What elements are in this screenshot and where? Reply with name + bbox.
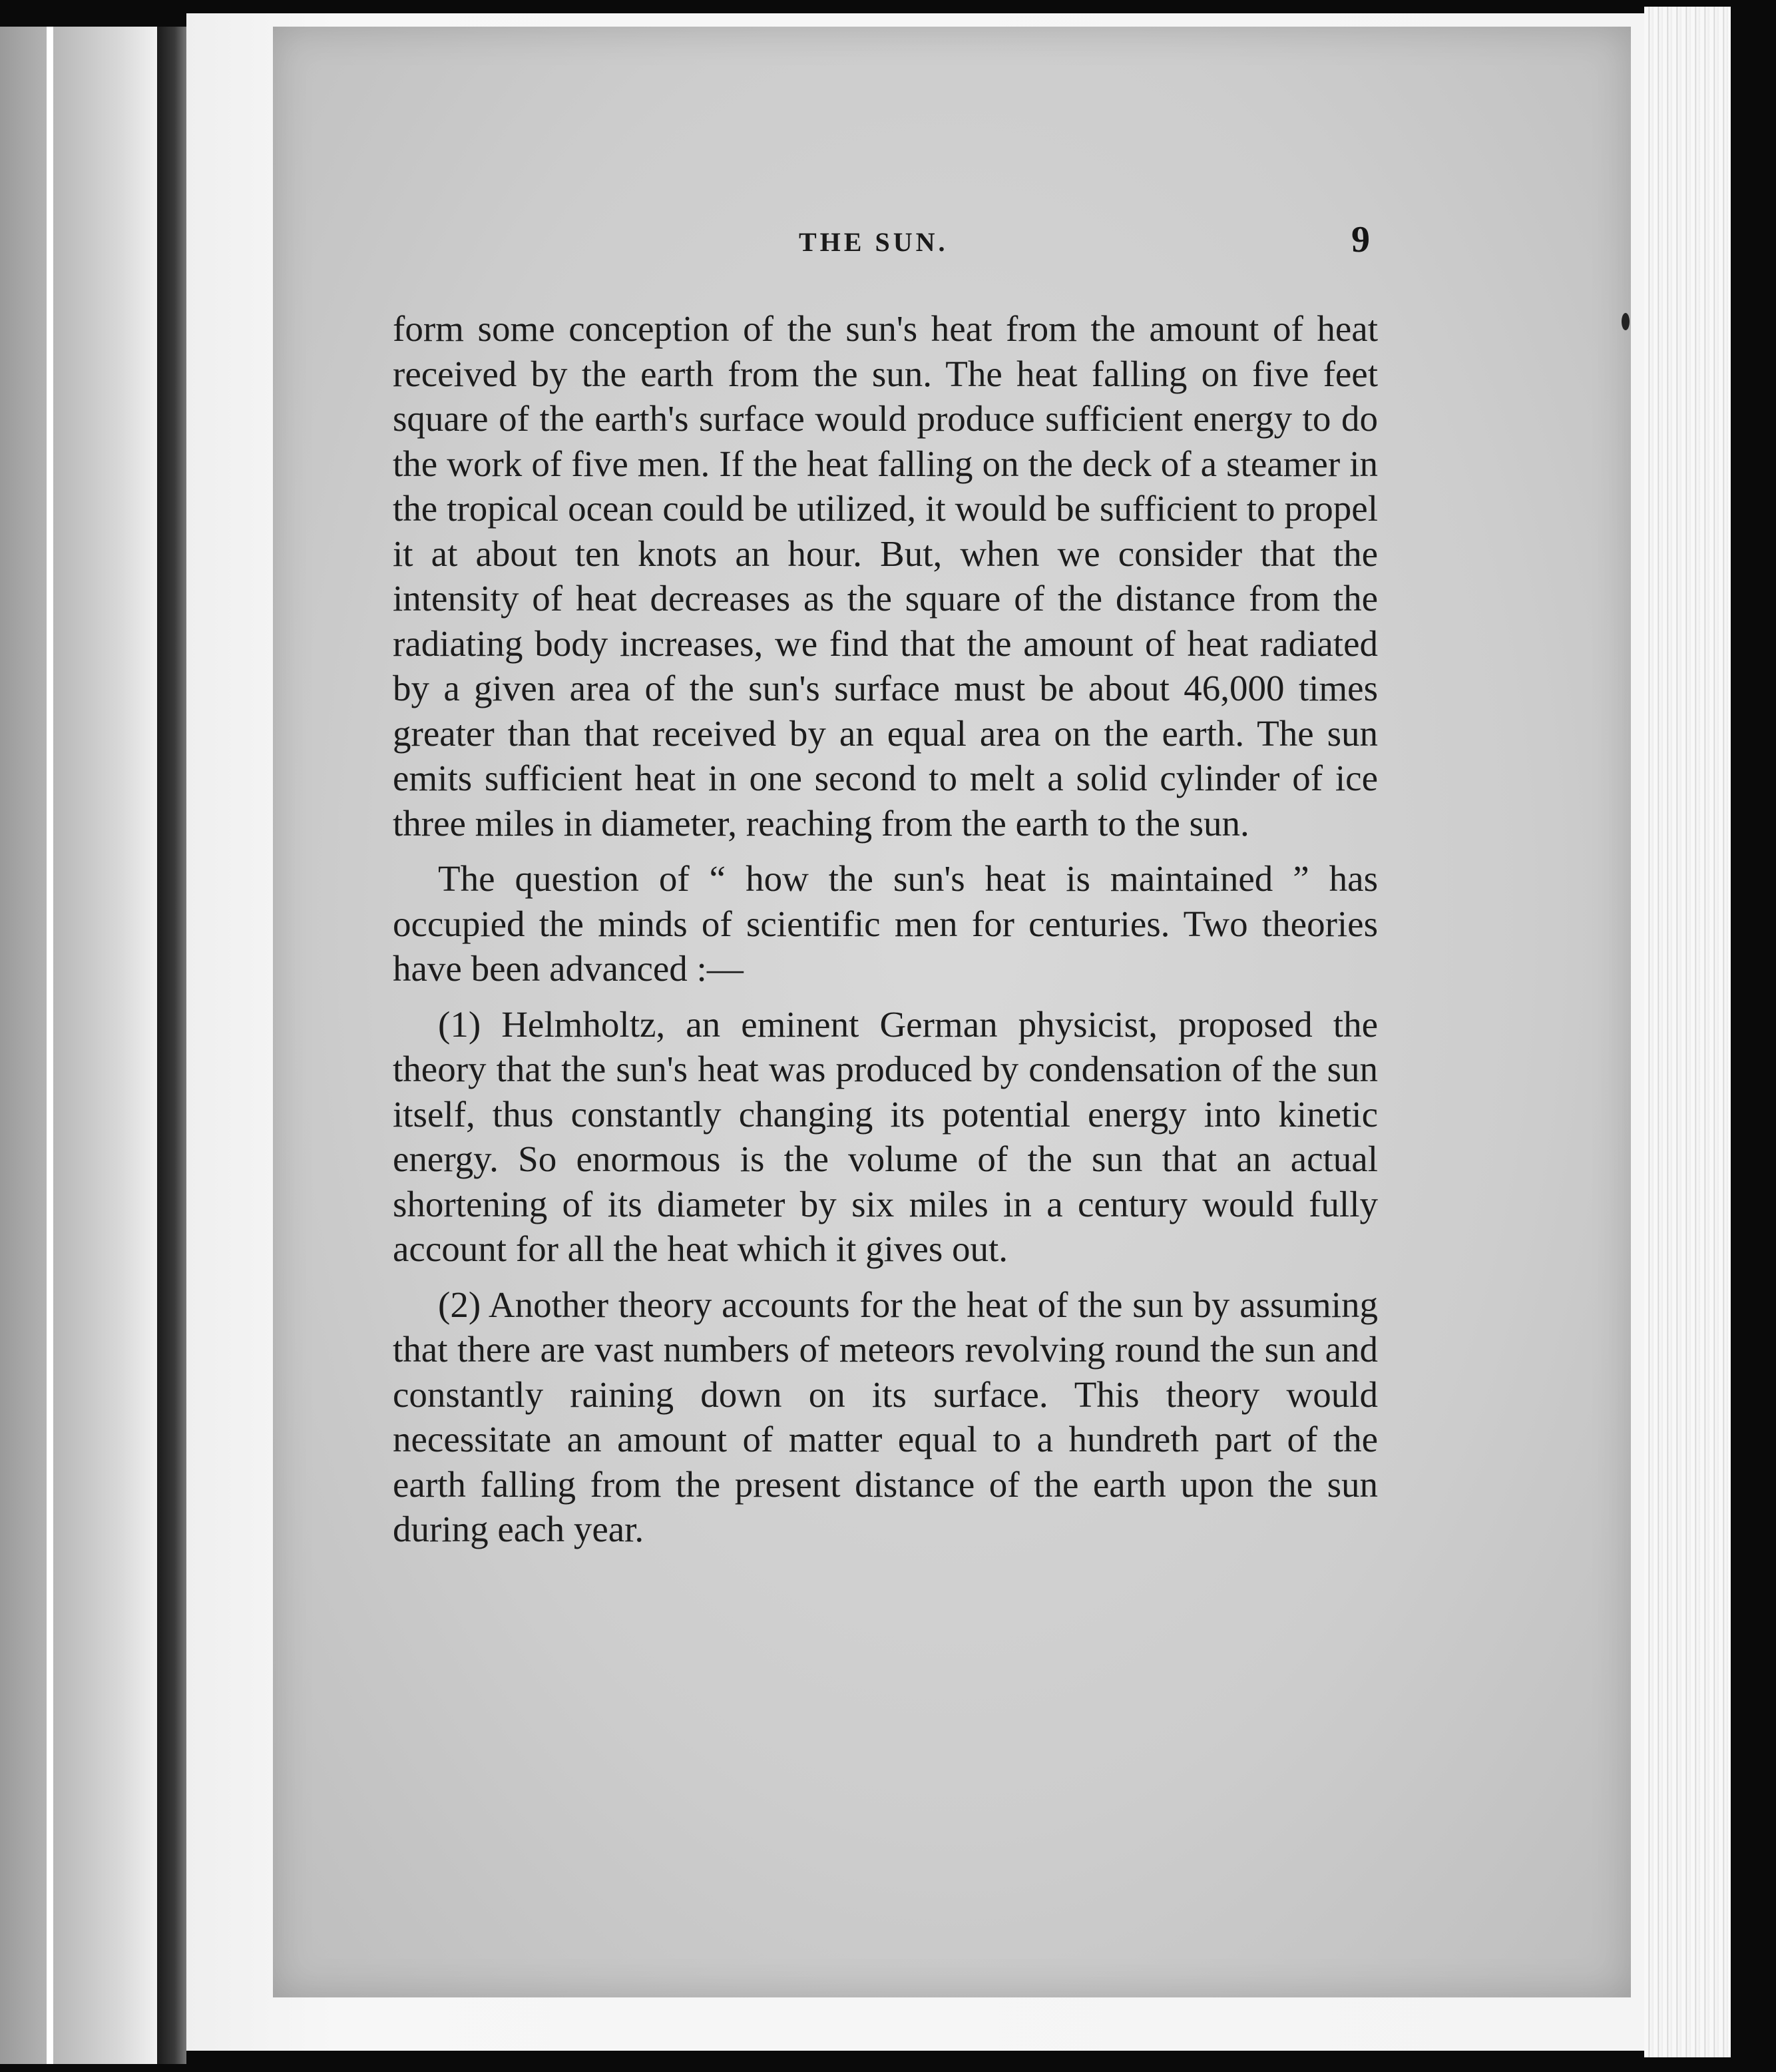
page-body <box>393 306 1378 1552</box>
paragraph-theory-meteors: (2) Another theory accounts for the heat of the sun by assuming that there are vast numbers of meteors revolving round the sun and constantly raining down on its surface. This theory would necessitate an amount of matter equal to a hundreth part of the earth falling from the present distance of the earth upon the sun during each year. <box>393 1284 1378 1549</box>
facing-page-edge <box>0 27 160 2064</box>
facing-page-highlight <box>47 27 53 2064</box>
ink-speck <box>1622 313 1630 330</box>
paragraph-theory-helmholtz: (1) Helmholtz, an eminent German physicist, proposed the theory that the sun's heat was produced by condensation of the sun itself, thus constantly changing its potential energy into kinetic energy. So enormous is the volume of the sun that an actual shortening of its diameter by six miles in a century would fully account for all the heat which it gives out. <box>393 1003 1378 1269</box>
book-gutter <box>157 27 186 2064</box>
paragraph-question: The question of “ how the sun's heat is maintained ” has occupied the minds of scientific men for centuries. Two theories have been advanced :— <box>393 858 1378 989</box>
page-number: 9 <box>1351 219 1370 260</box>
running-head: THE SUN. <box>799 227 949 257</box>
paragraph-sun-heat: form some conception of the sun's heat from the amount of heat received by the earth from the sun. The heat falling on five feet square of the earth's surface would produce sufficient energy to do the work of five men. If the heat falling on the deck of a steamer in the tropical ocean could be utilized, it would be sufficient to propel it at about ten knots an hour. But, when we consider that the intensity of heat decreases as the square of the distance from the radiating body increases, we find that the amount of heat radiated by a given area of the sun's surface must be about 46,000 times greater than that received by an equal area on the earth. The sun emits sufficient heat in one second to melt a solid cylinder of ice three miles in diameter, reaching from the earth to the sun. <box>393 308 1378 844</box>
scan-border-right <box>1731 0 1776 2072</box>
